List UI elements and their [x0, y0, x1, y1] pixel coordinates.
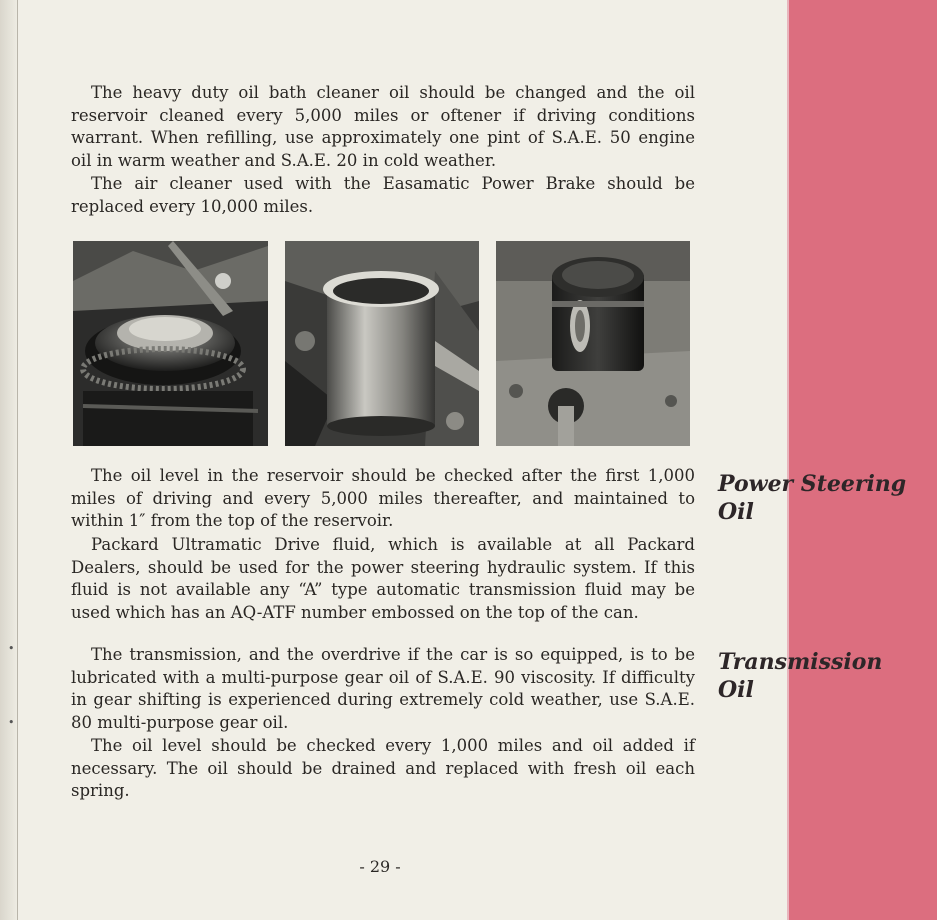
heading-line-2: Oil — [718, 677, 754, 703]
margin-mark-icon: • — [8, 642, 15, 655]
heading-line-1: Transmission — [718, 649, 883, 675]
binding-line — [17, 0, 18, 920]
heading-line-1: Power Steering — [718, 471, 907, 497]
paragraph-transmission-oil-level: The oil level should be checked every 1,000 miles and oil added if necessary. The oil should be drained and replaced with fresh oil each spring. — [71, 736, 695, 801]
paragraph-transmission-lubrication: The transmission, and the overdrive if the car is so equipped, is to be lubricated with a multi-purpose gear oil of S.A.E. 90 viscosity. If difficulty in gear shifting is experienced during extremely cold weather, use S.A.E. 80 multi-purpose gear oil. — [71, 645, 695, 732]
binding-gutter — [0, 0, 18, 920]
paragraph-air-cleaner-oil: The heavy duty oil bath cleaner oil should be changed and the oil reservoir cleaned every 5,000 miles or oftener if driving conditions warrant. When refilling, use approximately one pint of S.A.E. 50 engine oil in warm weather and S.A.E. 20 in cold weather. — [71, 83, 695, 170]
paragraph-steering-fluid: Packard Ultramatic Drive fluid, which is available at all Packard Dealers, should be used for the power steering hydraulic system. If this fluid is not available any “A” type automatic transmission fluid may be used which has an AQ-ATF number embossed on the top of the can. — [71, 535, 695, 622]
heading-line-2: Oil — [718, 499, 754, 525]
heading-power-steering-oil — [718, 470, 906, 526]
photo-oil-bath-cleaner — [73, 241, 268, 446]
section-tab-band — [789, 0, 937, 920]
margin-mark-icon: • — [8, 716, 15, 729]
paragraph-steering-oil-level: The oil level in the reservoir should be checked after the first 1,000 miles of driving and every 5,000 miles thereafter, and maintained to within 1″ from the top of the reservoir. — [71, 466, 695, 531]
paragraph-power-brake-cleaner: The air cleaner used with the Easamatic Power Brake should be replaced every 10,000 miles. — [71, 174, 695, 216]
photo-oil-reservoir — [285, 241, 479, 446]
page-number: - 29 - — [359, 857, 401, 876]
photo-power-brake-cleaner — [496, 241, 690, 446]
heading-transmission-oil — [718, 648, 882, 704]
